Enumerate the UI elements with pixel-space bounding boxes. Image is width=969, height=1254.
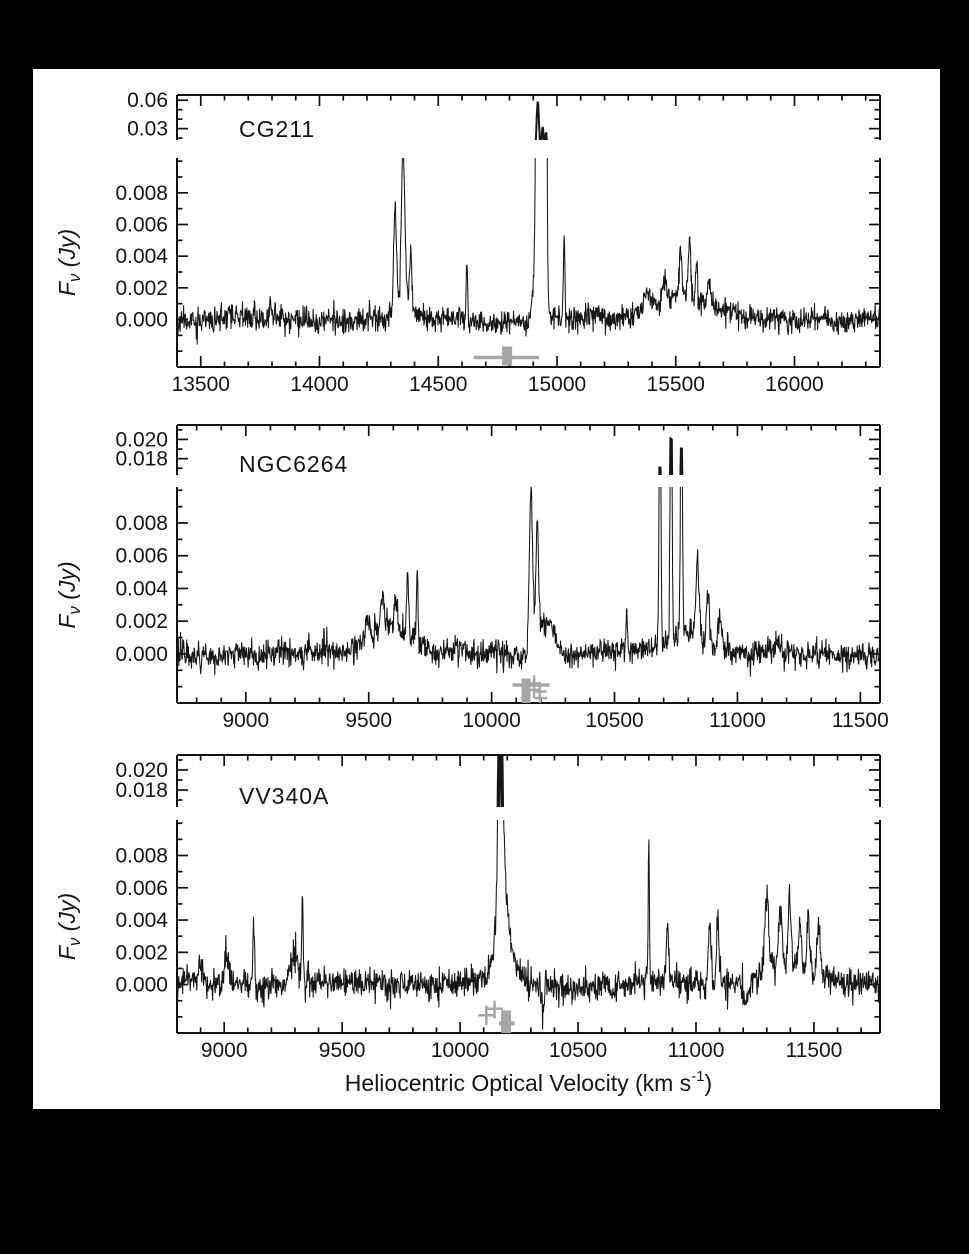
x-tick-label: 15000: [527, 373, 587, 396]
x-tick-label: 9500: [318, 1039, 366, 1062]
x-tick-label: 16000: [765, 373, 824, 396]
x-tick-label: 14000: [290, 373, 349, 396]
x-tick-label: 10500: [585, 709, 644, 732]
x-tick-label: 13500: [171, 373, 230, 396]
x-tick-label: 9000: [222, 709, 270, 732]
y-axis-label: $F_\nu$ (Jy): [54, 892, 84, 961]
gray-marker-group: [474, 346, 539, 365]
y-tick-label: 0.008: [115, 512, 168, 535]
y-top-tick-label: 0.06: [127, 89, 168, 113]
y-tick-label: 0.000: [115, 642, 168, 666]
x-axis-label: Heliocentric Optical Velocity (km $s^{-1}$): [344, 1068, 713, 1096]
tick-labels: [115, 89, 823, 396]
panel-title: NGC6264: [239, 451, 349, 477]
x-tick-label: 14500: [409, 373, 468, 396]
y-top-tick-label: 0.018: [115, 779, 168, 802]
x-tick-label: 11000: [667, 1039, 725, 1062]
x-tick-label: 10000: [462, 709, 521, 732]
y-tick-label: 0.006: [115, 213, 168, 237]
y-tick-label: 0.000: [115, 973, 168, 997]
x-tick-label: 11000: [709, 709, 766, 732]
panel-cg211: [54, 69, 880, 396]
y-top-tick-label: 0.020: [115, 428, 168, 452]
y-axis-label: $F_\nu$ (Jy): [54, 561, 84, 629]
spectrum-line-main: [177, 69, 880, 345]
y-axis-label: $F_\nu$ (Jy): [54, 228, 84, 297]
x-tick-label: 9000: [200, 1039, 248, 1062]
panel-title: VV340A: [239, 783, 330, 809]
panel-title: CG211: [239, 116, 316, 142]
y-tick-label: 0.002: [115, 610, 168, 634]
y-tick-label: 0.004: [115, 909, 168, 933]
x-tick-label: 10500: [548, 1039, 608, 1062]
y-top-tick-label: 0.018: [115, 447, 168, 471]
y-tick-label: 0.008: [115, 181, 168, 205]
x-tick-label: 11500: [831, 709, 889, 732]
figure-paper: [33, 69, 940, 1109]
y-top-tick-label: 0.03: [127, 117, 168, 141]
figure-svg: [33, 69, 940, 1109]
spectrum-line-top: [177, 707, 880, 998]
y-tick-label: 0.002: [115, 276, 168, 300]
y-tick-label: 0.004: [115, 245, 168, 269]
x-tick-label: 9500: [345, 709, 393, 732]
y-tick-label: 0.002: [115, 941, 168, 965]
y-top-tick-label: 0.020: [115, 759, 168, 782]
y-tick-label: 0.006: [115, 876, 168, 900]
y-tick-label: 0.000: [115, 308, 168, 332]
y-tick-label: 0.008: [115, 844, 168, 868]
tick-labels: [115, 759, 842, 1062]
x-tick-label: 15500: [646, 373, 705, 396]
x-tick-label: 10000: [430, 1039, 490, 1062]
tick-labels: [115, 428, 888, 732]
y-tick-label: 0.006: [115, 544, 168, 568]
y-tick-label: 0.004: [115, 577, 168, 601]
x-tick-label: 11500: [785, 1039, 843, 1062]
